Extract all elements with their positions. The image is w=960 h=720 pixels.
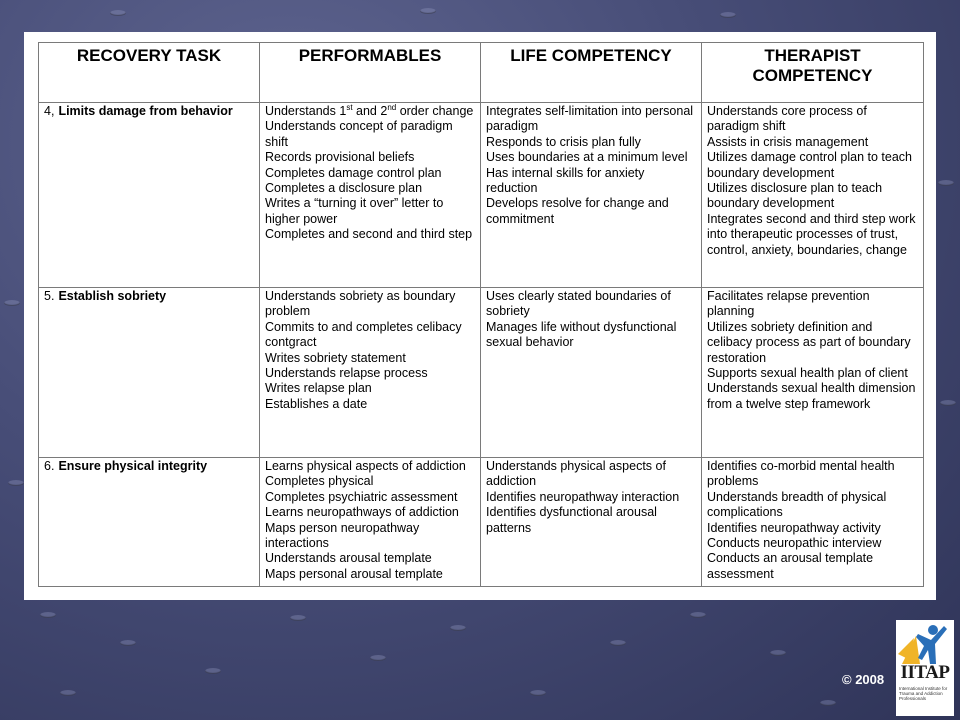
background-dot	[690, 612, 706, 618]
table-row	[39, 103, 924, 288]
background-dot	[820, 700, 836, 706]
task-cell	[39, 458, 260, 587]
background-dot	[420, 8, 436, 14]
task-label	[39, 458, 259, 474]
background-dot	[60, 690, 76, 696]
table-panel	[24, 32, 936, 600]
table-header-row	[39, 43, 924, 103]
task-number: 6.	[44, 459, 55, 473]
copyright-notice: © 2008	[842, 672, 885, 687]
task-name: Limits damage from behavior	[58, 104, 233, 118]
background-dot	[370, 655, 386, 661]
task-cell	[39, 288, 260, 458]
background-dot	[938, 180, 954, 186]
person-figure-icon	[896, 620, 954, 664]
life-competency-text: Integrates self-limitation into personal paradigm Responds to crisis plan fully Uses boundaries at a minimum level Has internal skills for anxiety reduction Develops resolve for change and commitment	[486, 104, 694, 226]
background-dot	[290, 615, 306, 621]
life-competency-text: Understands physical aspects of addiction Identifies neuropathway interaction Identifies dysfunctional arousal patterns	[486, 459, 680, 535]
logo-tagline: International Institute for Trauma and Addiction Professionals	[899, 686, 948, 702]
task-number: 5.	[44, 289, 55, 303]
background-dot	[610, 640, 626, 646]
logo-wordmark: IITAP	[900, 662, 950, 683]
header-life-competency: LIFE COMPETENCY	[481, 43, 702, 103]
table-row	[39, 288, 924, 458]
performables-text: Learns physical aspects of addiction Completes physical Completes psychiatric assessment Learns neuropathways of addiction Maps person neuropathway interactions Understands arousal template Maps personal arousal template	[265, 459, 466, 581]
task-cell	[39, 103, 260, 288]
therapist-competency-text: Identifies co-morbid mental health problems Understands breadth of physical complications Identifies neuropathway activity Conducts neuropathic interview Conducts an arousal template assessment	[707, 459, 895, 581]
table-row	[39, 458, 924, 587]
background-dot	[530, 690, 546, 696]
task-name: Ensure physical integrity	[58, 459, 208, 473]
background-dot	[110, 10, 126, 16]
iitap-logo	[896, 620, 954, 716]
therapist-competency-cell	[702, 288, 924, 458]
task-label	[39, 288, 259, 304]
background-dot	[450, 625, 466, 631]
life-competency-cell	[481, 458, 702, 587]
life-competency-cell	[481, 103, 702, 288]
task-number: 4,	[44, 104, 55, 118]
background-dot	[770, 650, 786, 656]
header-therapist-competency: THERAPIST COMPETENCY	[702, 43, 924, 103]
therapist-competency-cell	[702, 458, 924, 587]
life-competency-text: Uses clearly stated boundaries of sobriety Manages life without dysfunctional sexual behavior	[486, 289, 677, 350]
therapist-competency-text: Facilitates relapse prevention planning Utilizes sobriety definition and celibacy process as part of boundary restoration Supports sexual health plan of client Understands sexual health dimension from a twelve step framework	[707, 289, 916, 411]
performables-text: Understands sobriety as boundary problem Commits to and completes celibacy contgract Writes sobriety statement Understands relapse process Writes relapse plan Establishes a date	[265, 289, 462, 411]
logo-figure-head	[928, 625, 938, 635]
performables-text: Understands 1st and 2nd order change Understands concept of paradigm shift Records provisional beliefs Completes damage control plan Completes a disclosure plan Writes a “turning it over” letter to higher power Completes and second and third step	[265, 102, 474, 242]
performables-cell	[260, 288, 481, 458]
task-name: Establish sobriety	[58, 289, 167, 303]
performables-cell	[260, 103, 481, 288]
background-dot	[940, 400, 956, 406]
background-dot	[205, 668, 221, 674]
background-dot	[8, 480, 24, 486]
recovery-task-table	[38, 42, 924, 587]
background-dot	[40, 612, 56, 618]
header-performables: PERFORMABLES	[260, 43, 481, 103]
background-dot	[720, 12, 736, 18]
header-recovery-task: RECOVERY TASK	[39, 43, 260, 103]
performables-cell	[260, 458, 481, 587]
therapist-competency-text: Understands core process of paradigm shift Assists in crisis management Utilizes damage control plan to teach boundary development Utilizes disclosure plan to teach boundary development Integrates second and third step work into therapeutic processes of trust, control, anxiety, boundaries, change	[707, 104, 916, 257]
background-dot	[4, 300, 20, 306]
life-competency-cell	[481, 288, 702, 458]
therapist-competency-cell	[702, 103, 924, 288]
background-dot	[120, 640, 136, 646]
task-label	[39, 103, 259, 119]
